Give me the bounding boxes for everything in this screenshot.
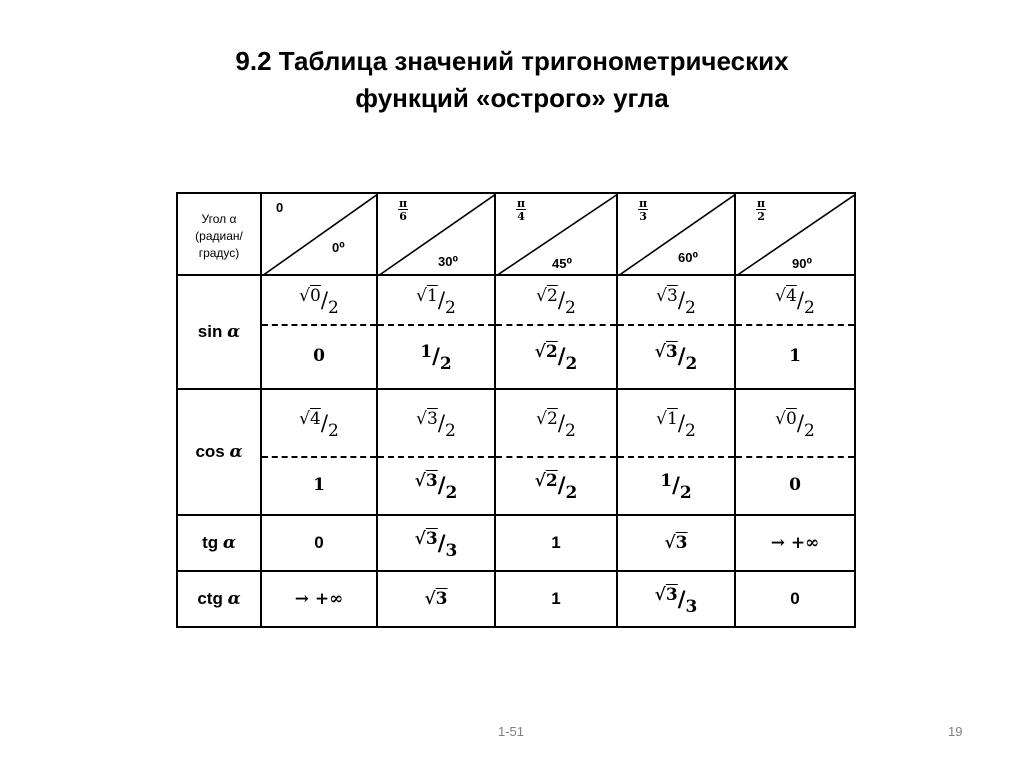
denominator bbox=[328, 421, 339, 441]
fraction bbox=[775, 285, 815, 318]
radian-numerator: π bbox=[517, 197, 526, 210]
value-text bbox=[536, 408, 576, 441]
fraction-slash: / bbox=[557, 287, 565, 313]
value-term: 0 bbox=[790, 589, 800, 608]
value-term: 2 bbox=[804, 420, 815, 441]
value-term: 2 bbox=[445, 297, 456, 318]
sqrt-icon: √ bbox=[299, 408, 310, 429]
cos-value-cell bbox=[495, 389, 617, 515]
value-text bbox=[551, 589, 560, 608]
cos-value-cell bbox=[735, 389, 855, 515]
radicand: 3 bbox=[425, 470, 438, 491]
value-text bbox=[656, 408, 696, 441]
sqrt-icon: √ bbox=[656, 285, 667, 306]
value-term: 1 bbox=[551, 589, 561, 608]
value-term: 0 bbox=[789, 475, 801, 495]
numerator bbox=[420, 342, 432, 362]
angle-radian bbox=[516, 198, 526, 222]
denominator bbox=[685, 298, 696, 318]
sqrt-icon: √ bbox=[664, 533, 676, 553]
value-text bbox=[414, 528, 458, 561]
numerator bbox=[416, 286, 438, 306]
radian-denominator: 3 bbox=[639, 210, 647, 223]
value-text bbox=[790, 589, 799, 608]
value-term bbox=[415, 529, 438, 549]
root-form bbox=[736, 390, 854, 456]
value-text bbox=[789, 346, 801, 366]
radicand: 3 bbox=[665, 584, 678, 605]
value-term: 3 bbox=[685, 596, 698, 617]
split-cell-body bbox=[496, 276, 616, 388]
radicand: 2 bbox=[545, 341, 558, 362]
split-cell-body bbox=[378, 276, 494, 388]
value-text bbox=[771, 533, 820, 553]
radian-numerator: π bbox=[757, 197, 766, 210]
fraction-slash: / bbox=[557, 472, 566, 498]
angle-degree: 60⁰ bbox=[678, 250, 699, 265]
fraction bbox=[534, 341, 578, 374]
root-form bbox=[618, 276, 734, 324]
value-term bbox=[656, 409, 678, 429]
simplified-value bbox=[618, 456, 734, 514]
root-form bbox=[262, 276, 376, 324]
sqrt-icon: √ bbox=[416, 285, 427, 306]
fraction-slash: / bbox=[437, 472, 446, 498]
simplified-value bbox=[262, 456, 376, 514]
radicand: 4 bbox=[786, 285, 797, 306]
angle-degree: 30⁰ bbox=[438, 254, 459, 269]
fraction-slash: / bbox=[557, 410, 565, 436]
sin-value-cell bbox=[261, 275, 377, 389]
numerator bbox=[536, 286, 558, 306]
value-term: 2 bbox=[565, 297, 576, 318]
numerator bbox=[655, 342, 678, 362]
simplified-value bbox=[262, 324, 376, 388]
value-term bbox=[655, 585, 678, 605]
fraction bbox=[654, 584, 698, 617]
angle-header-cell bbox=[377, 193, 495, 275]
trig-values-table bbox=[176, 192, 856, 628]
tg-value-cell bbox=[377, 515, 495, 571]
sin-value-cell bbox=[377, 275, 495, 389]
diagonal-divider bbox=[378, 194, 495, 275]
value-term: 1 bbox=[660, 470, 673, 491]
footer-code: 1-51 bbox=[498, 724, 525, 739]
angle-degree: 90⁰ bbox=[792, 256, 813, 271]
split-cell-body bbox=[618, 390, 734, 514]
sin-value-cell bbox=[617, 275, 735, 389]
value-term: 2 bbox=[445, 420, 456, 441]
radicand: 3 bbox=[675, 533, 688, 553]
numerator bbox=[416, 409, 438, 429]
value-text bbox=[424, 589, 447, 609]
cos-label-text: cos bbox=[195, 442, 225, 461]
radicand: 2 bbox=[547, 408, 558, 429]
root-form bbox=[618, 390, 734, 456]
fraction bbox=[534, 470, 578, 503]
fraction bbox=[536, 285, 576, 318]
fraction-slash: / bbox=[677, 343, 686, 369]
header-row bbox=[177, 193, 855, 275]
value-text bbox=[313, 346, 325, 366]
value-text bbox=[416, 408, 456, 441]
radian-denominator: 4 bbox=[517, 210, 525, 223]
value-term bbox=[424, 589, 447, 609]
tg-value-cell bbox=[261, 515, 377, 571]
value-term: 0 bbox=[314, 533, 324, 552]
fraction bbox=[420, 341, 452, 374]
radicand: 0 bbox=[310, 285, 321, 306]
title-line-2: функций «острого» угла bbox=[355, 83, 669, 113]
angle-radian bbox=[398, 198, 408, 222]
value-text bbox=[536, 285, 576, 318]
root-form bbox=[378, 390, 494, 456]
radian-numerator: π bbox=[639, 197, 648, 210]
fraction bbox=[416, 408, 456, 441]
fraction-slash: / bbox=[437, 287, 445, 313]
simplified-value bbox=[496, 324, 616, 388]
value-term bbox=[775, 286, 797, 306]
value-term: 2 bbox=[445, 482, 458, 503]
title-line-1: 9.2 Таблица значений тригонометрических bbox=[235, 46, 789, 76]
split-cell-body bbox=[618, 276, 734, 388]
diagonal-divider bbox=[618, 194, 735, 275]
numerator bbox=[415, 471, 438, 491]
diagonal-line bbox=[378, 194, 495, 275]
root-form bbox=[262, 390, 376, 456]
value-text bbox=[660, 470, 692, 503]
value-term: 2 bbox=[439, 353, 452, 374]
split-cell-body bbox=[736, 276, 854, 388]
simplified-value bbox=[618, 324, 734, 388]
fraction-slash: / bbox=[320, 287, 328, 313]
slide-title bbox=[0, 43, 1024, 117]
denominator bbox=[445, 421, 456, 441]
numerator bbox=[775, 286, 797, 306]
angle-header-cell bbox=[261, 193, 377, 275]
value-term: 2 bbox=[685, 420, 696, 441]
denominator bbox=[685, 421, 696, 441]
radicand: 2 bbox=[547, 285, 558, 306]
numerator bbox=[775, 409, 797, 429]
angle-header-cell bbox=[735, 193, 855, 275]
angle-radian: 0 bbox=[276, 200, 284, 215]
value-text bbox=[654, 584, 698, 617]
root-form bbox=[736, 276, 854, 324]
radicand: 3 bbox=[667, 285, 678, 306]
sin-row bbox=[177, 275, 855, 389]
split-cell-body bbox=[496, 390, 616, 514]
cos-row bbox=[177, 389, 855, 515]
value-term bbox=[416, 409, 438, 429]
denominator bbox=[328, 298, 339, 318]
split-cell-body bbox=[736, 390, 854, 514]
angle-degree: 0⁰ bbox=[332, 240, 345, 255]
fraction bbox=[414, 470, 458, 503]
value-text bbox=[295, 589, 344, 609]
value-term bbox=[299, 409, 321, 429]
simplified-value bbox=[496, 456, 616, 514]
fraction bbox=[299, 408, 339, 441]
corner-unit-line-1: (радиан/ bbox=[195, 228, 243, 243]
cos-value-cell bbox=[377, 389, 495, 515]
diagonal-line bbox=[618, 194, 735, 275]
fraction-slash: / bbox=[796, 410, 804, 436]
value-term: 1 bbox=[789, 346, 801, 366]
value-text bbox=[664, 533, 687, 553]
simplified-value bbox=[378, 456, 494, 514]
alpha-symbol: α bbox=[227, 322, 241, 342]
fraction-slash: / bbox=[677, 586, 686, 612]
radicand: 2 bbox=[545, 470, 558, 491]
sqrt-icon: √ bbox=[416, 408, 427, 429]
denominator bbox=[565, 421, 576, 441]
tg-label-text: tg bbox=[202, 533, 219, 552]
ctg-value-cell bbox=[377, 571, 495, 627]
value-term: 2 bbox=[565, 353, 578, 374]
value-text bbox=[534, 470, 578, 503]
value-text bbox=[299, 408, 339, 441]
value-term bbox=[664, 533, 687, 553]
denominator bbox=[445, 298, 456, 318]
cos-value-cell bbox=[617, 389, 735, 515]
numerator bbox=[660, 471, 672, 491]
fraction bbox=[660, 470, 692, 503]
value-term: 2 bbox=[565, 420, 576, 441]
value-term bbox=[416, 286, 438, 306]
numerator bbox=[535, 471, 558, 491]
value-text bbox=[314, 533, 323, 552]
numerator bbox=[536, 409, 558, 429]
split-cell-body bbox=[262, 276, 376, 388]
page-number: 19 bbox=[948, 724, 963, 739]
numerator bbox=[656, 409, 678, 429]
radian-denominator: 6 bbox=[399, 210, 407, 223]
root-form bbox=[378, 276, 494, 324]
fraction bbox=[775, 408, 815, 441]
denominator bbox=[680, 483, 692, 503]
numerator bbox=[415, 529, 438, 549]
tg-value-cell bbox=[495, 515, 617, 571]
value-term: 1 bbox=[313, 475, 325, 495]
sin-value-cell bbox=[735, 275, 855, 389]
sqrt-icon: √ bbox=[654, 584, 666, 605]
sqrt-icon: √ bbox=[534, 470, 546, 491]
simplified-value bbox=[736, 456, 854, 514]
value-term bbox=[775, 409, 797, 429]
sqrt-icon: √ bbox=[775, 408, 786, 429]
value-term: → +∞ bbox=[770, 533, 820, 553]
split-cell-body bbox=[378, 390, 494, 514]
simplified-value bbox=[736, 324, 854, 388]
fraction bbox=[656, 408, 696, 441]
value-term: 2 bbox=[804, 297, 815, 318]
angle-radian bbox=[756, 198, 766, 222]
radicand: 3 bbox=[665, 341, 678, 362]
value-term: 2 bbox=[328, 297, 339, 318]
fraction-slash: / bbox=[557, 343, 566, 369]
sqrt-icon: √ bbox=[414, 470, 426, 491]
ctg-value-cell bbox=[735, 571, 855, 627]
value-text bbox=[420, 341, 452, 374]
fraction-slash: / bbox=[796, 287, 804, 313]
angle-degree: 45⁰ bbox=[552, 256, 573, 271]
fraction-slash: / bbox=[437, 410, 445, 436]
sqrt-icon: √ bbox=[299, 285, 310, 306]
fraction bbox=[654, 341, 698, 374]
sqrt-icon: √ bbox=[536, 408, 547, 429]
fraction-slash: / bbox=[677, 287, 685, 313]
split-cell-body bbox=[262, 390, 376, 514]
fraction bbox=[414, 528, 458, 561]
numerator bbox=[535, 342, 558, 362]
ctg-label-text: ctg bbox=[197, 589, 223, 608]
radicand: 4 bbox=[310, 408, 321, 429]
radian-denominator: 2 bbox=[757, 210, 765, 223]
angle-radian bbox=[638, 198, 648, 222]
root-form bbox=[496, 276, 616, 324]
numerator bbox=[299, 409, 321, 429]
radicand: 3 bbox=[435, 589, 448, 609]
value-text bbox=[654, 341, 698, 374]
value-term: 1 bbox=[551, 533, 561, 552]
sqrt-icon: √ bbox=[414, 528, 426, 549]
value-text bbox=[534, 341, 578, 374]
numerator bbox=[656, 286, 678, 306]
denominator bbox=[565, 483, 577, 503]
value-term: 3 bbox=[445, 540, 458, 561]
fraction bbox=[416, 285, 456, 318]
value-term: 2 bbox=[679, 482, 692, 503]
value-term bbox=[536, 286, 558, 306]
sqrt-icon: √ bbox=[656, 408, 667, 429]
root-form bbox=[496, 390, 616, 456]
sqrt-icon: √ bbox=[534, 341, 546, 362]
corner-angle-label: Угол α bbox=[201, 211, 237, 226]
denominator bbox=[565, 354, 577, 374]
alpha-symbol: α bbox=[229, 442, 243, 462]
radicand: 1 bbox=[427, 285, 438, 306]
sqrt-icon: √ bbox=[424, 589, 436, 609]
alpha-symbol: α bbox=[227, 589, 241, 609]
value-term: 2 bbox=[565, 482, 578, 503]
value-term bbox=[535, 342, 558, 362]
tg-value-cell bbox=[617, 515, 735, 571]
denominator bbox=[445, 541, 457, 561]
value-term: 2 bbox=[685, 353, 698, 374]
value-text bbox=[299, 285, 339, 318]
angle-header-cell bbox=[495, 193, 617, 275]
value-text bbox=[789, 475, 801, 495]
fraction-slash: / bbox=[677, 410, 685, 436]
ctg-value-cell bbox=[261, 571, 377, 627]
radian-numerator: π bbox=[399, 197, 408, 210]
value-term: 2 bbox=[328, 420, 339, 441]
sin-value-cell bbox=[495, 275, 617, 389]
value-text bbox=[416, 285, 456, 318]
value-term bbox=[535, 471, 558, 491]
value-text bbox=[656, 285, 696, 318]
denominator bbox=[440, 354, 452, 374]
fraction-slash: / bbox=[672, 472, 680, 498]
fraction bbox=[536, 408, 576, 441]
fraction-slash: / bbox=[437, 530, 446, 556]
value-term: 1 bbox=[420, 341, 433, 362]
value-text bbox=[414, 470, 458, 503]
value-text bbox=[775, 285, 815, 318]
simplified-value bbox=[378, 324, 494, 388]
sin-row-label bbox=[177, 275, 261, 389]
radicand: 0 bbox=[786, 408, 797, 429]
denominator bbox=[445, 483, 457, 503]
value-term bbox=[415, 471, 438, 491]
ctg-value-cell bbox=[617, 571, 735, 627]
fraction bbox=[299, 285, 339, 318]
denominator bbox=[804, 421, 815, 441]
alpha-symbol: α bbox=[222, 533, 236, 553]
fraction-slash: / bbox=[432, 343, 440, 369]
value-text bbox=[775, 408, 815, 441]
sqrt-icon: √ bbox=[654, 341, 666, 362]
numerator bbox=[655, 585, 678, 605]
ctg-row-label bbox=[177, 571, 261, 627]
sin-label-text: sin bbox=[197, 322, 223, 341]
value-term bbox=[299, 286, 321, 306]
value-term: 0 bbox=[313, 346, 325, 366]
value-term bbox=[536, 409, 558, 429]
radicand: 3 bbox=[425, 528, 438, 549]
denominator bbox=[565, 298, 576, 318]
fraction-slash: / bbox=[320, 410, 328, 436]
value-term: → +∞ bbox=[294, 589, 344, 609]
ctg-row bbox=[177, 571, 855, 627]
value-text bbox=[551, 533, 560, 552]
tg-row-label bbox=[177, 515, 261, 571]
sqrt-icon: √ bbox=[775, 285, 786, 306]
value-text bbox=[313, 475, 325, 495]
tg-value-cell bbox=[735, 515, 855, 571]
denominator bbox=[685, 597, 697, 617]
radicand: 3 bbox=[427, 408, 438, 429]
numerator bbox=[299, 286, 321, 306]
fraction bbox=[656, 285, 696, 318]
tg-row bbox=[177, 515, 855, 571]
value-term bbox=[656, 286, 678, 306]
denominator bbox=[685, 354, 697, 374]
cos-value-cell bbox=[261, 389, 377, 515]
angle-header-cell bbox=[617, 193, 735, 275]
corner-unit-line-2: градус) bbox=[198, 245, 240, 260]
value-term: 2 bbox=[685, 297, 696, 318]
corner-header-cell bbox=[177, 193, 261, 275]
ctg-value-cell bbox=[495, 571, 617, 627]
denominator bbox=[804, 298, 815, 318]
sqrt-icon: √ bbox=[536, 285, 547, 306]
cos-row-label bbox=[177, 389, 261, 515]
value-term bbox=[655, 342, 678, 362]
radicand: 1 bbox=[667, 408, 678, 429]
